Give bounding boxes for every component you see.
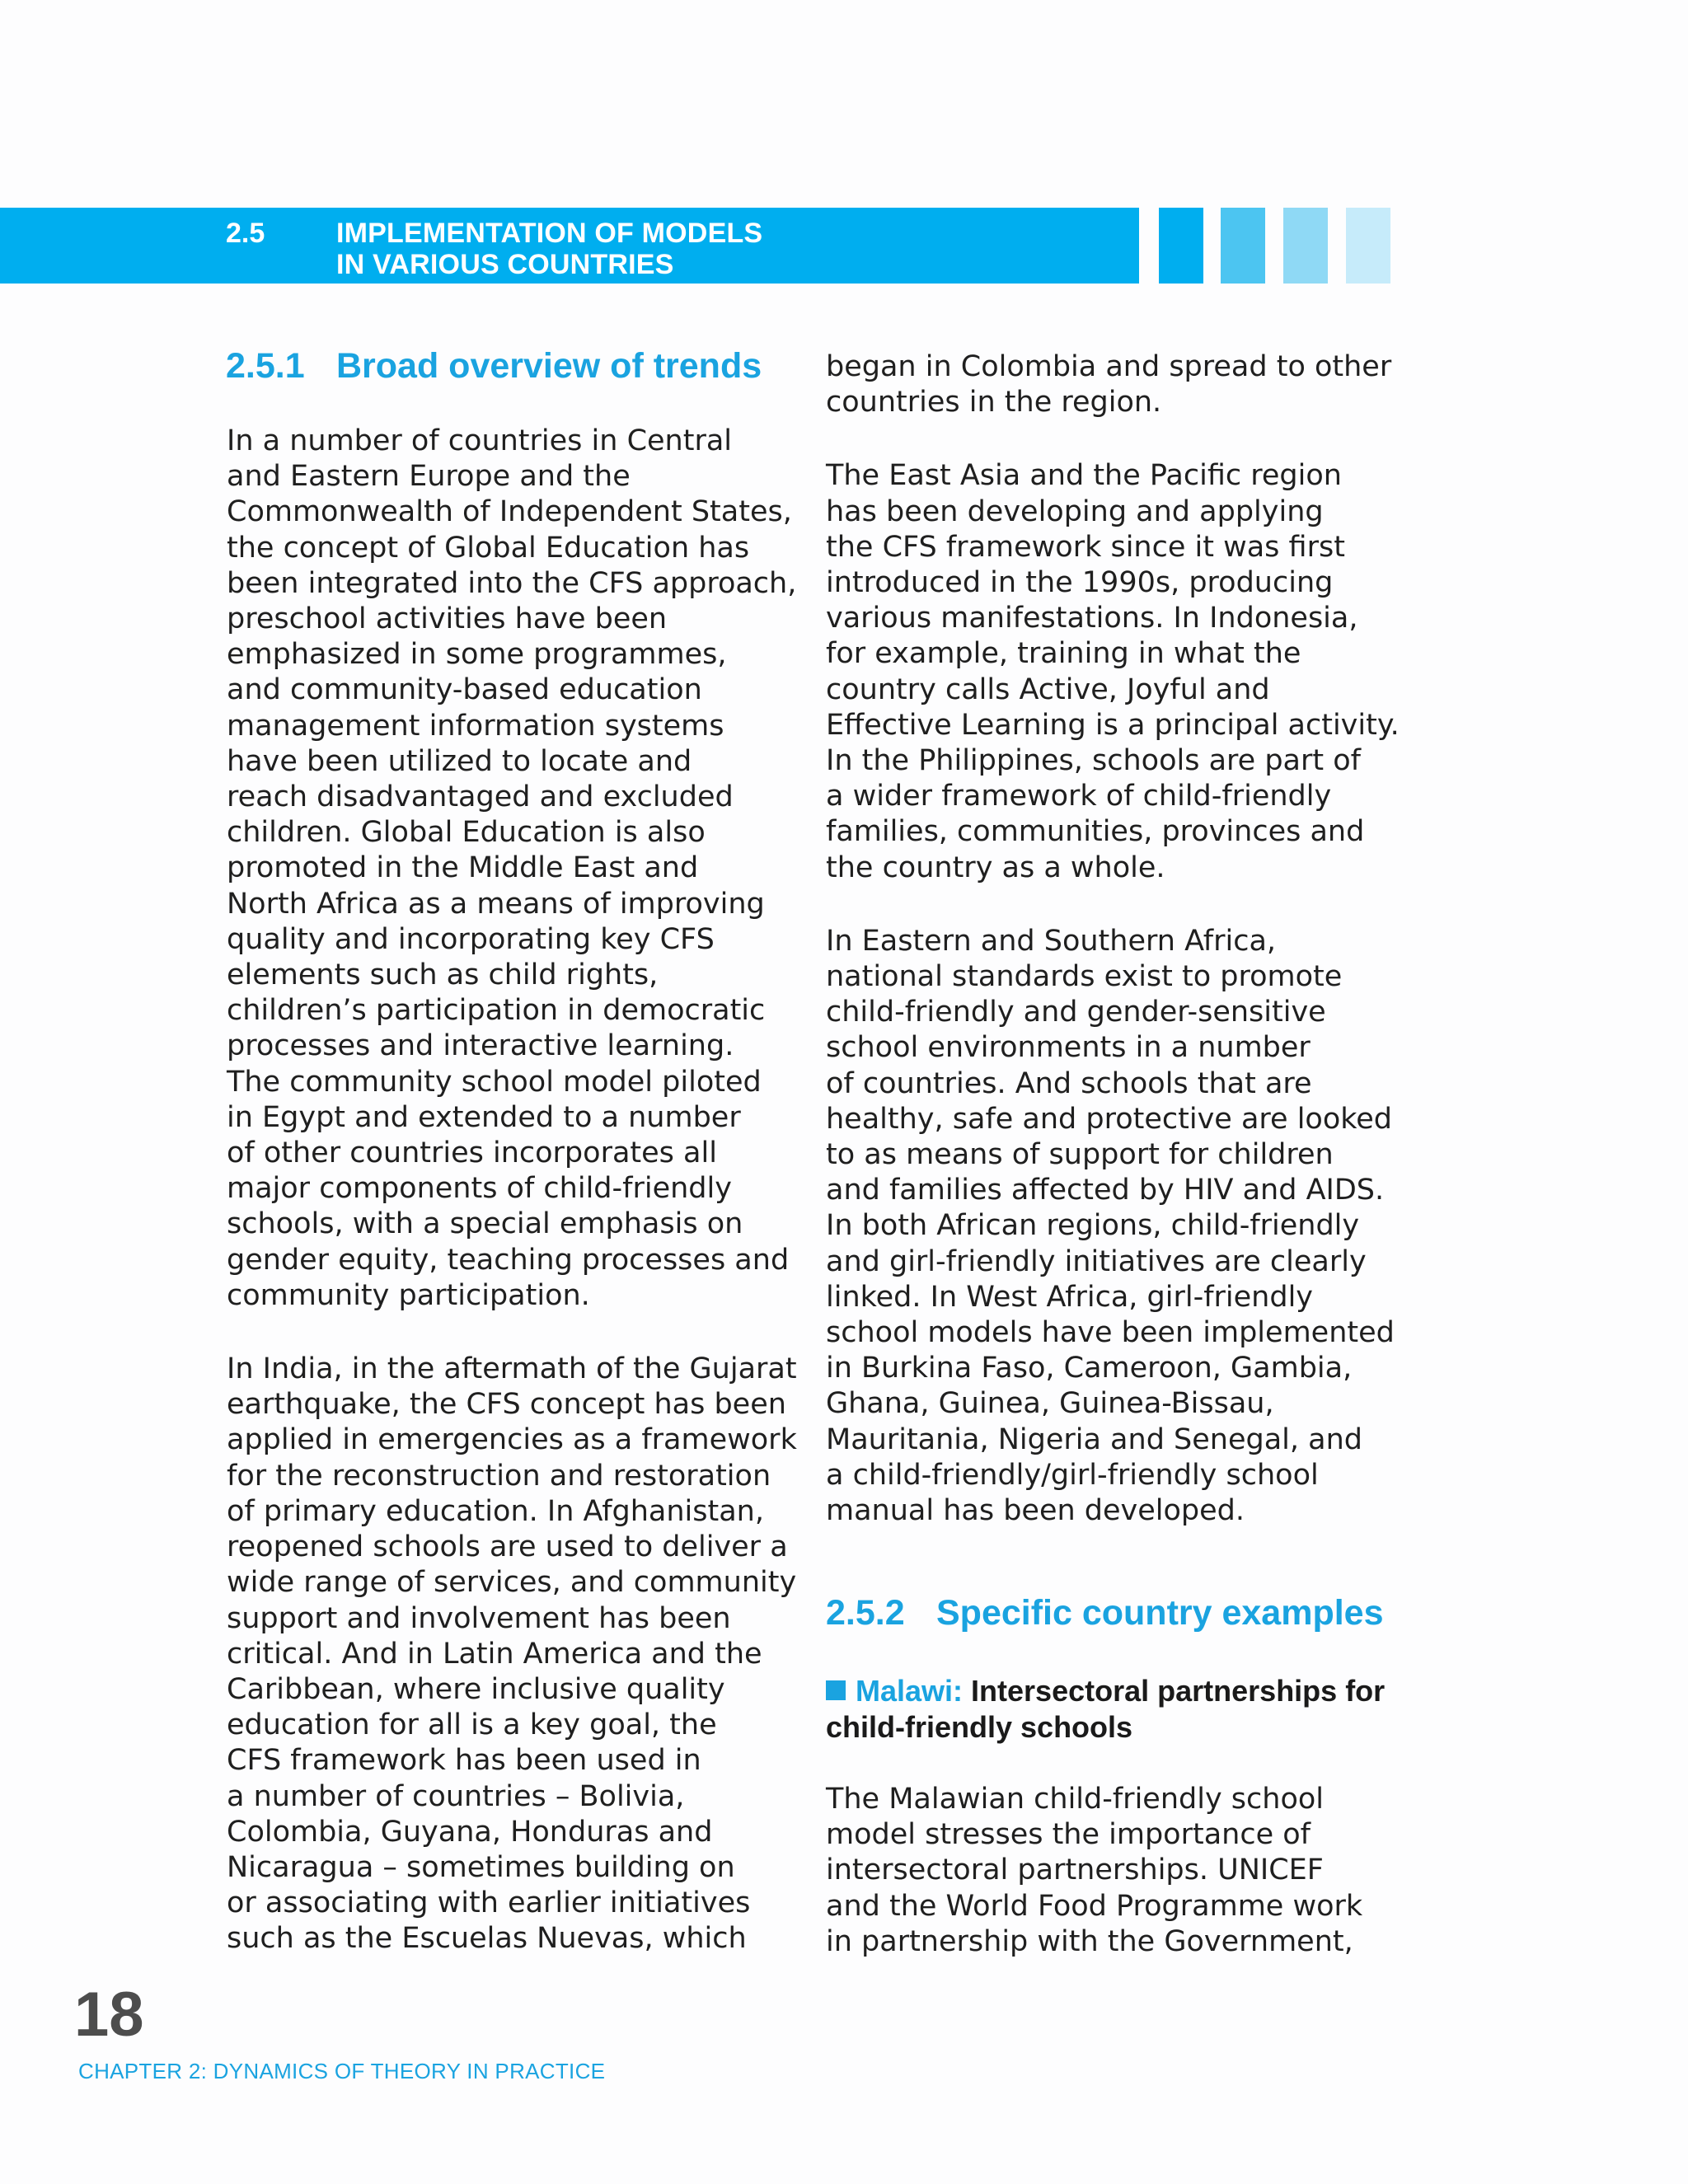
left-column [227, 424, 804, 1995]
right-column [826, 349, 1403, 1567]
body-paragraph: The East Asia and the Pacific region has been developing and applying the CFS framework since it was first introduced in the 1990s, producing various manifestations. In Indonesia, for example, training in what the country calls Active, Joyful and Effective Learning is a principal activity. In the Philippines, schools are part of a wider framework of child-friendly families, communities, provinces and the country as a whole. [826, 459, 1400, 884]
body-paragraph: In Eastern and Southern Africa, national standards exist to promote child-friendly and gender-sensitive school environments in a number of countries. And schools that are healthy, safe and protective are looked to as means of support for children and families affected by HIV and AIDS. In both African regions, child-friendly and girl-friendly initiatives are clearly linked. In West Africa, girl-friendly school models have been implemented in Burkina Faso, Cameroon, Gambia, Ghana, Guinea, Guinea-Bissau, Mauritania, Nigeria and Senegal, and a child-friendly/girl-friendly school manual has been developed. [826, 924, 1395, 1528]
decorative-block-4 [1346, 208, 1390, 284]
subsection-heading-2-5-1 [226, 346, 762, 387]
subsection-heading-2-5-2 [826, 1593, 1384, 1633]
country-name: Malawi: [856, 1674, 964, 1708]
section-title-line1: IMPLEMENTATION OF MODELS [336, 218, 763, 249]
subsection-title: Specific country examples [936, 1593, 1384, 1633]
country-example-heading [826, 1673, 1386, 1746]
subsection-title: Broad overview of trends [336, 346, 762, 386]
body-paragraph: In India, in the aftermath of the Gujarat earthquake, the CFS concept has been applied in emergencies as a framework for the reconstruction and restoration of primary education. In Afghanistan, reopened schools are used to deliver a wide range of services, and community support and involvement has been critical. And in Latin America and the Caribbean, where inclusive quality education for all is a key goal, the CFS framework has been used in a number of countries – Bolivia, Colombia, Guyana, Honduras and Nicaragua – sometimes building on or associating with earlier initiatives such as the Escuelas Nuevas, which [227, 1352, 797, 1956]
bullet-square-icon [826, 1680, 846, 1700]
body-paragraph: In a number of countries in Central and Eastern Europe and the Commonwealth of Independent States, the concept of Global Education has been integrated into the CFS approach, preschool activities have been emphasized in some programmes, and community-based education management information systems have been utilized to locate and reach disadvantaged and excluded children. Global Education is also promoted in the Middle East and North Africa as a means of improving quality and incorporating key CFS elements such as child rights, children’s participation in democratic processes and interactive learning. The community school model piloted in Egypt and extended to a number of other countries incorporates all major components of child-friendly schools, with a special emphasis on gender equity, teaching processes and community participation. [227, 424, 797, 1312]
country-example-title: Intersectoral partnerships for child-friendly schools [826, 1674, 1386, 1744]
body-paragraph: The Malawian child-friendly school model stresses the importance of intersectoral partnerships. UNICEF and the World Food Programme work in partnership with the Government, [826, 1783, 1363, 1958]
section-number: 2.5 [226, 218, 265, 249]
subsection-number: 2.5.1 [226, 346, 305, 386]
body-paragraph: began in Colombia and spread to other countries in the region. [826, 350, 1392, 419]
subsection-number: 2.5.2 [826, 1593, 905, 1633]
decorative-block-2 [1221, 208, 1265, 284]
page-number: 18 [74, 1980, 144, 2050]
country-example-body [826, 1782, 1403, 1998]
section-title-line2: IN VARIOUS COUNTRIES [336, 249, 674, 280]
section-title [336, 218, 762, 280]
decorative-block-1 [1159, 208, 1203, 284]
chapter-label: CHAPTER 2: DYNAMICS OF THEORY IN PRACTICE [78, 2059, 606, 2083]
decorative-block-3 [1283, 208, 1328, 284]
